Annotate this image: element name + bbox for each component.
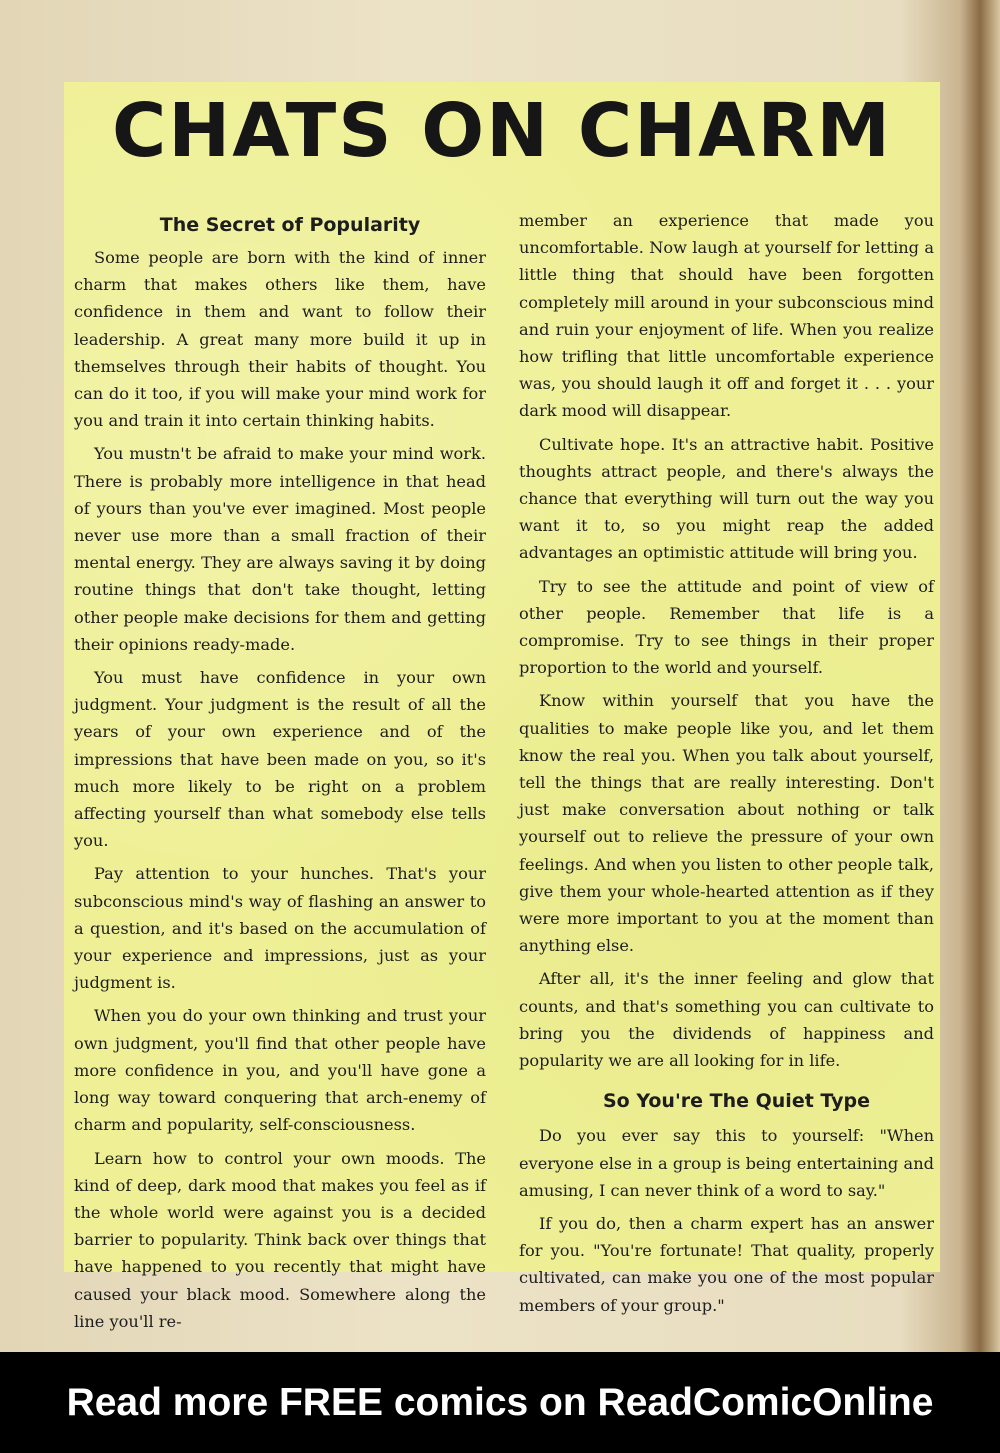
paragraph: If you do, then a charm expert has an answer for you. "You're fortunate! That quality, properly cultivated, can make you one of the most popular members of your group." <box>519 1213 934 1315</box>
paragraph: Cultivate hope. It's an attractive habit. Positive thoughts attract people, and there's always the chance that everything will turn out the way you want it to, so you might reap the added advantages an optimistic attitude will bring you. <box>519 434 934 563</box>
promo-banner[interactable] <box>0 1352 1000 1453</box>
paragraph: Learn how to control your own moods. The kind of deep, dark mood that makes you feel as if the whole world were against you is a decided barrier to popularity. Think back over things that have happened to you recently that might have caused your black mood. Somewhere along the line you'll re- <box>74 1148 486 1331</box>
left-column <box>74 212 486 1341</box>
paragraph: When you do your own thinking and trust your own judgment, you'll find that other people have more confidence in you, and you'll have gone a long way toward conquering that arch-enemy of charm and popularity, self-consciousness. <box>74 1006 486 1135</box>
page-title: CHATS ON CHARM <box>111 88 893 174</box>
paragraph: You mustn't be afraid to make your mind work. There is probably more intelligence in that head of yours than you've ever imagined. Most people never use more than a small fraction of their mental energy. They are always saving it by doing routine things that don't take thought, letting other people make decisions for them and getting their opinions ready-made. <box>74 444 486 654</box>
paragraph-continued: member an experience that made you uncomfortable. Now laugh at yourself for letting a little thing that should have been forgotten completely mill around in your subconscious mind and ruin your enjoyment of life. When you realize how trifling that little uncomfortable experience was, you should laugh it off and forget it . . . your dark mood will disappear. <box>519 211 934 421</box>
right-column <box>519 207 934 1325</box>
paragraph: After all, it's the inner feeling and glow that counts, and that's something you can cultivate to bring you the dividends of happiness and popularity we are all looking for in life. <box>519 969 934 1071</box>
article-panel <box>64 82 940 1331</box>
promo-banner-text[interactable]: Read more FREE comics on ReadComicOnline <box>66 1380 934 1424</box>
paragraph: Know within yourself that you have the qualities to make people like you, and let them know the real you. When you talk about yourself, tell the things that are really interesting. Don't just make conversation about nothing or talk yourself out to relieve the pressure of your own feelings. And when you listen to other people talk, give them your whole-hearted attention as if they were more important to you at the moment than anything else. <box>519 691 934 956</box>
paragraph: Pay attention to your hunches. That's your subconscious mind's way of flashing an answer to a question, and it's based on the accumulation of your experience and impressions, just as your judgment is. <box>74 864 486 993</box>
section-heading-quiet: So You're The Quiet Type <box>603 1090 870 1113</box>
paragraph: Some people are born with the kind of inner charm that makes others like them, have confidence in them and want to follow their leadership. A great many more build it up in themselves through their habits of thought. You can do it too, if you will make your mind work for you and train it into certain thinking habits. <box>74 248 486 431</box>
section-heading-secret: The Secret of Popularity <box>159 214 421 236</box>
paragraph: Try to see the attitude and point of view of other people. Remember that life is a compromise. Try to see things in their proper proportion to the world and yourself. <box>519 576 934 678</box>
paragraph: You must have confidence in your own judgment. Your judgment is the result of all the years of your own experience and of the impressions that have been made on you, so it's much more likely to be right on a problem affecting yourself than what somebody else tells you. <box>74 668 486 851</box>
paragraph: Do you ever say this to yourself: "When everyone else in a group is being entertaining and amusing, I can never think of a word to say." <box>519 1126 934 1200</box>
